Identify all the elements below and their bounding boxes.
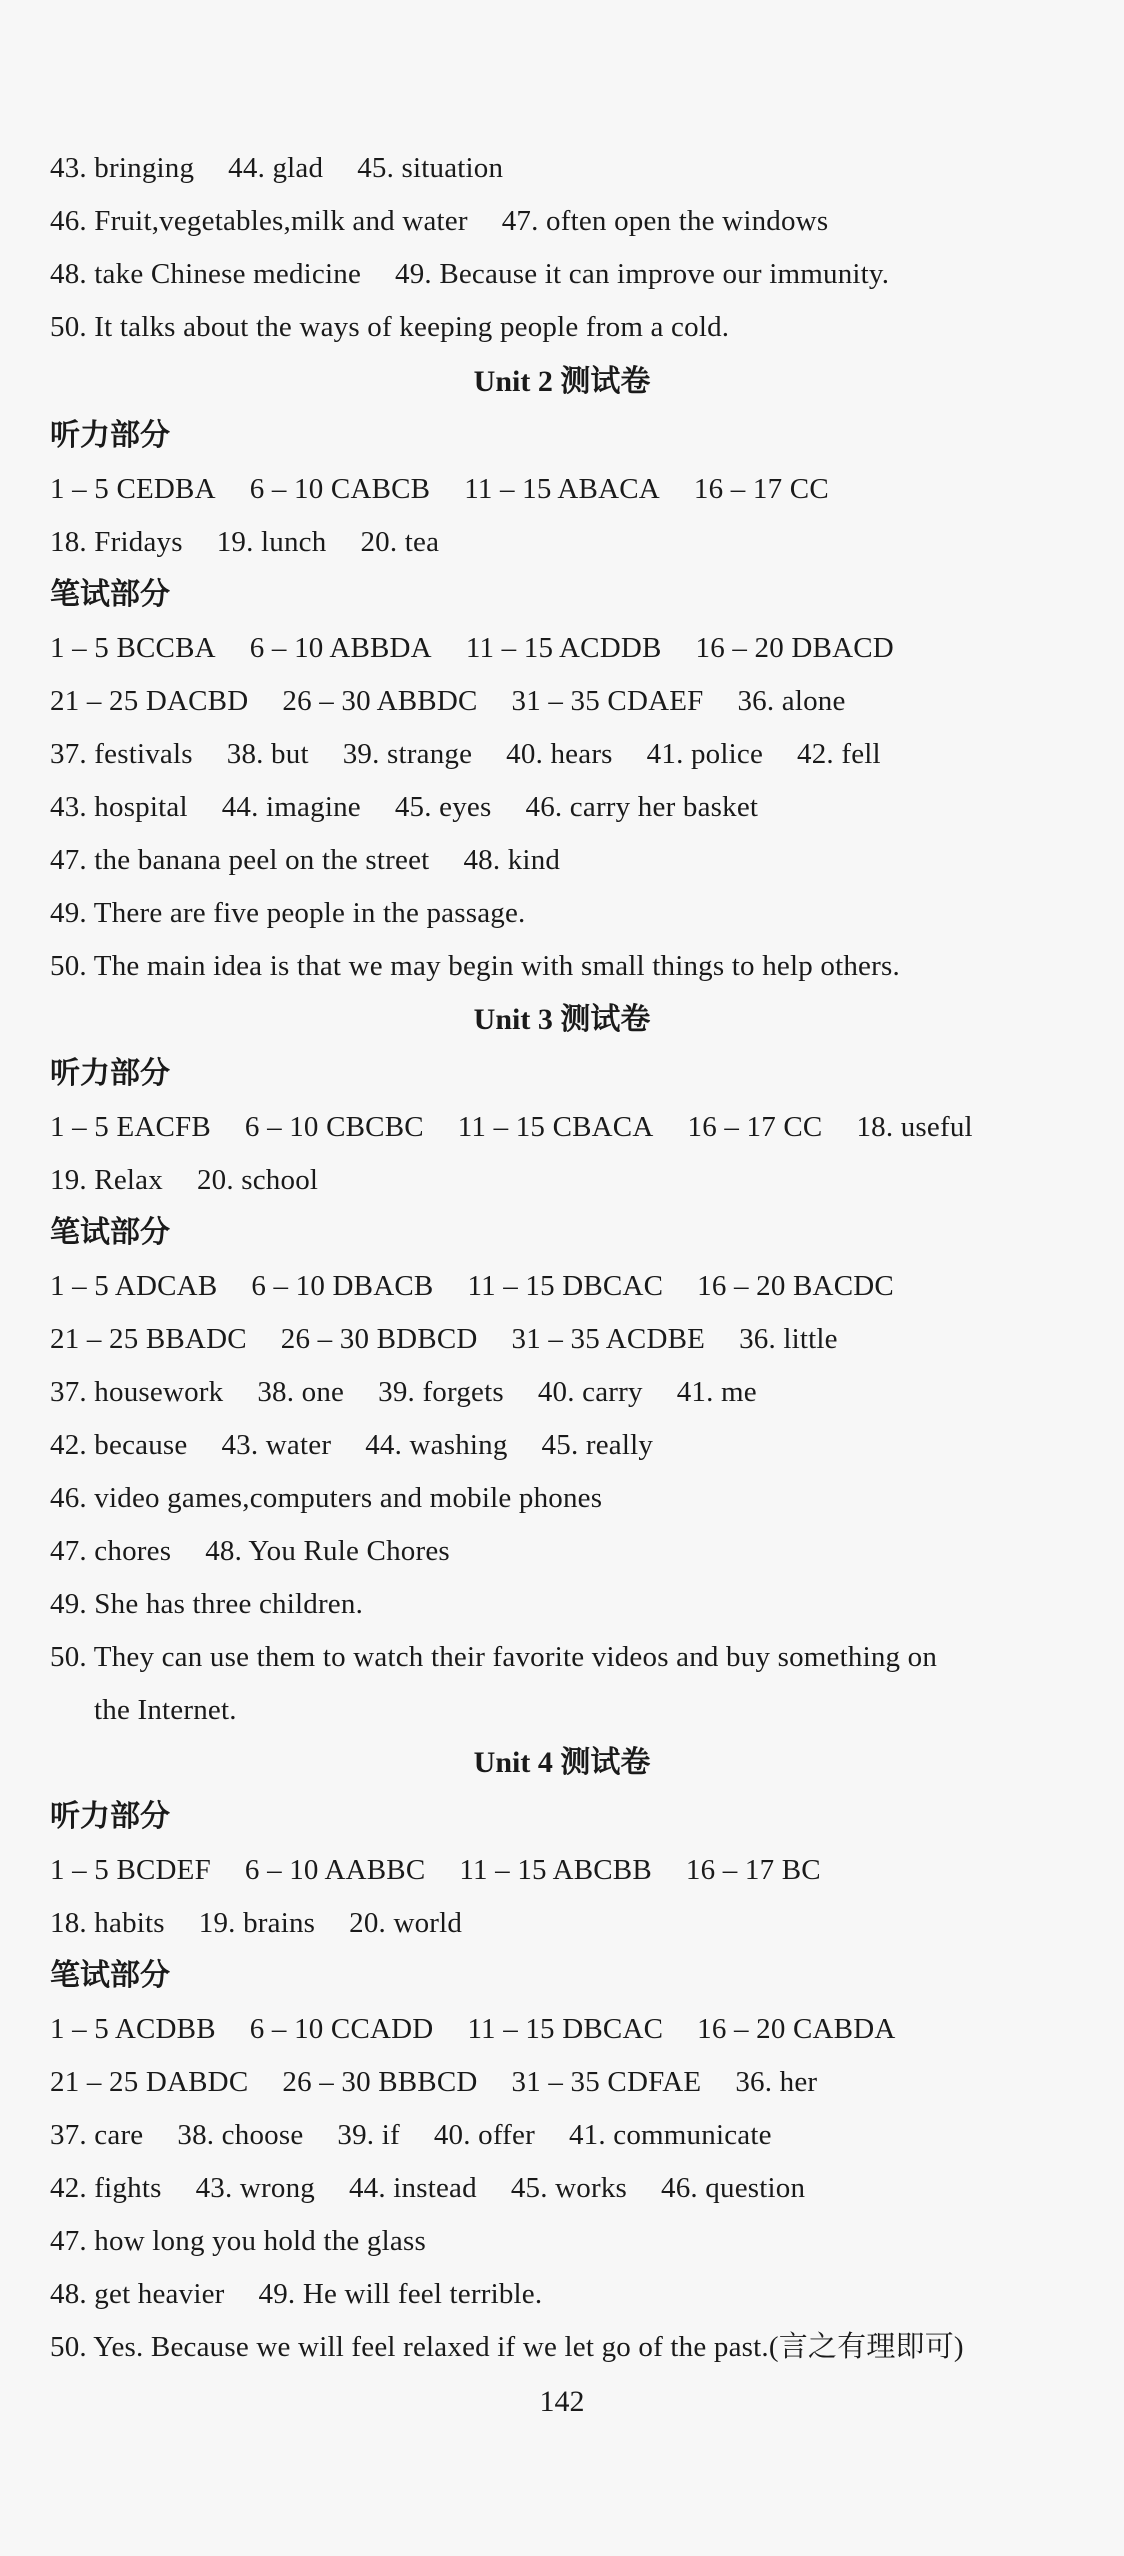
- answer-item: 11 – 15 ACDDB: [465, 632, 662, 664]
- answer-item: 16 – 20 DBACD: [695, 632, 894, 664]
- answer-item: 21 – 25 DACBD: [50, 685, 249, 717]
- page-number: 142: [539, 2385, 585, 2418]
- answer-item: 6 – 10 CBCBC: [244, 1111, 424, 1143]
- answer-item: 21 – 25 BBADC: [50, 1323, 247, 1355]
- answer-item: 40. offer: [433, 2119, 535, 2151]
- answer-item: 46. video games,computers and mobile phones: [50, 1482, 603, 1514]
- answer-item: 20. school: [196, 1164, 319, 1196]
- answer-line: [50, 469, 829, 509]
- unit-4-title: Unit 4 测试卷: [473, 1746, 651, 1779]
- answer-item: 45. eyes: [394, 791, 492, 823]
- answer-item: 50. It talks about the ways of keeping people from a cold.: [50, 311, 730, 343]
- answer-item: 46. Fruit,vegetables,milk and water: [50, 205, 468, 237]
- answer-line: [50, 893, 526, 933]
- answer-line: [50, 2221, 426, 2261]
- answer-line: [50, 2168, 805, 2208]
- answer-item: 39. if: [337, 2119, 400, 2151]
- answer-item: 48. You Rule Chores: [205, 1535, 450, 1567]
- answer-item: 18. Fridays: [50, 526, 183, 558]
- answer-item: 49. He will feel terrible.: [258, 2278, 543, 2310]
- unit-2-writing-label: 笔试部分: [50, 577, 170, 612]
- answer-item: 42. fell: [797, 738, 881, 770]
- answer-line: [50, 1425, 653, 1465]
- answer-item: 1 – 5 CEDBA: [50, 473, 216, 505]
- answer-line: [50, 1319, 838, 1359]
- answer-item: 43. bringing: [50, 152, 195, 184]
- answer-item: 50. Yes. Because we will feel relaxed if we let go of the past.(言之有理即可): [50, 2331, 964, 2363]
- answer-item: 48. take Chinese medicine: [50, 258, 362, 290]
- answer-line: [50, 840, 560, 880]
- answer-item: 6 – 10 ABBDA: [249, 632, 432, 664]
- answer-item: 37. housework: [50, 1376, 224, 1408]
- answer-line: [50, 2009, 896, 2049]
- answer-item: 48. kind: [463, 844, 561, 876]
- answer-line: [50, 1372, 757, 1412]
- answer-item: 39. forgets: [378, 1376, 504, 1408]
- answer-item: 39. strange: [342, 738, 473, 770]
- answer-item: 50. They can use them to watch their favorite videos and buy something on: [50, 1641, 938, 1673]
- answer-item: 36. alone: [737, 685, 846, 717]
- answer-item: 20. tea: [360, 526, 440, 558]
- unit-4-listening-label: 听力部分: [50, 1799, 170, 1834]
- answer-line: [50, 2115, 772, 2155]
- answer-item: 43. water: [221, 1429, 332, 1461]
- answer-item: 1 – 5 EACFB: [50, 1111, 211, 1143]
- answer-item: 6 – 10 AABBC: [244, 1854, 426, 1886]
- answer-line: [50, 2062, 817, 2102]
- answer-item: 38. but: [226, 738, 309, 770]
- answer-line: [50, 787, 758, 827]
- answer-line: [50, 946, 900, 986]
- answer-line: [50, 1850, 821, 1890]
- answer-item: 36. her: [735, 2066, 818, 2098]
- answer-item: 11 – 15 CBACA: [457, 1111, 654, 1143]
- answer-item: 48. get heavier: [50, 2278, 225, 2310]
- answer-item: 31 – 35 CDFAE: [511, 2066, 702, 2098]
- answer-item: 38. one: [257, 1376, 345, 1408]
- answer-item: 42. because: [50, 1429, 188, 1461]
- answer-item: 6 – 10 CCADD: [249, 2013, 434, 2045]
- answer-item: 45. situation: [357, 152, 504, 184]
- answer-item: 44. glad: [228, 152, 324, 184]
- answer-line: [50, 1266, 894, 1306]
- answer-line: [50, 1584, 363, 1624]
- answer-item: 18. useful: [856, 1111, 973, 1143]
- answer-line: [50, 2274, 542, 2314]
- unit-3-listening-label: 听力部分: [50, 1056, 170, 1091]
- answer-item: 19. lunch: [216, 526, 327, 558]
- answer-line: [50, 1637, 937, 1677]
- answer-item: 26 – 30 BBBCD: [282, 2066, 478, 2098]
- answer-line: [50, 1478, 602, 1518]
- answer-item: 26 – 30 ABBDC: [282, 685, 478, 717]
- answer-item: 47. the banana peel on the street: [50, 844, 430, 876]
- answer-item: 37. care: [50, 2119, 144, 2151]
- answer-item: 40. hears: [506, 738, 613, 770]
- answer-item: 41. police: [646, 738, 764, 770]
- answer-item: 49. She has three children.: [50, 1588, 364, 1620]
- answer-item: 46. question: [661, 2172, 806, 2204]
- answer-item: 21 – 25 DABDC: [50, 2066, 249, 2098]
- unit-3-writing-label: 笔试部分: [50, 1215, 170, 1250]
- answer-item: 47. chores: [50, 1535, 172, 1567]
- answer-item: 31 – 35 ACDBE: [511, 1323, 706, 1355]
- answer-line: [50, 148, 503, 188]
- answer-item: 46. carry her basket: [525, 791, 759, 823]
- answer-line: [50, 681, 846, 721]
- answer-item: 6 – 10 CABCB: [249, 473, 431, 505]
- answer-item: 45. works: [510, 2172, 627, 2204]
- answer-item: 44. washing: [365, 1429, 508, 1461]
- answer-line: [50, 307, 729, 347]
- unit-2-title: Unit 2 测试卷: [473, 365, 651, 398]
- answer-item: 42. fights: [50, 2172, 162, 2204]
- unit-2-listening-label: 听力部分: [50, 418, 170, 453]
- answer-item: 44. instead: [348, 2172, 477, 2204]
- answer-item: 49. There are five people in the passage.: [50, 897, 526, 929]
- answer-item: 16 – 20 CABDA: [697, 2013, 896, 2045]
- answer-line: [50, 1903, 462, 1943]
- answer-item: 11 – 15 DBCAC: [467, 1270, 664, 1302]
- answer-item: 45. really: [541, 1429, 654, 1461]
- answer-item: 16 – 17 CC: [687, 1111, 823, 1143]
- answer-line: [50, 1531, 450, 1571]
- answer-item: 1 – 5 ADCAB: [50, 1270, 218, 1302]
- answer-item: 41. communicate: [568, 2119, 772, 2151]
- answer-item: 37. festivals: [50, 738, 193, 770]
- answer-item: 1 – 5 BCDEF: [50, 1854, 211, 1886]
- answer-line: [50, 628, 894, 668]
- answer-item: 49. Because it can improve our immunity.: [395, 258, 890, 290]
- answer-item: 11 – 15 ABCBB: [459, 1854, 652, 1886]
- answer-item: 20. world: [349, 1907, 463, 1939]
- answer-item: 47. how long you hold the glass: [50, 2225, 426, 2257]
- answer-item: 43. wrong: [195, 2172, 315, 2204]
- unit-3-title: Unit 3 测试卷: [473, 1003, 651, 1036]
- answer-item: 50. The main idea is that we may begin with small things to help others.: [50, 950, 900, 982]
- answer-item: 19. brains: [198, 1907, 316, 1939]
- unit-4-writing-label: 笔试部分: [50, 1958, 170, 1993]
- answer-item: 47. often open the windows: [501, 205, 829, 237]
- answer-item: 26 – 30 BDBCD: [280, 1323, 478, 1355]
- answer-line: [50, 201, 828, 241]
- answer-line: [50, 2327, 964, 2367]
- answer-item: 1 – 5 BCCBA: [50, 632, 216, 664]
- answer-item: 6 – 10 DBACB: [251, 1270, 434, 1302]
- answer-item: 41. me: [676, 1376, 757, 1408]
- answer-item: 43. hospital: [50, 791, 188, 823]
- answer-item: 38. choose: [177, 2119, 304, 2151]
- answer-line: [50, 522, 439, 562]
- answer-item: 44. imagine: [221, 791, 361, 823]
- answer-item: 36. little: [739, 1323, 838, 1355]
- answer-item: 18. habits: [50, 1907, 165, 1939]
- answer-item: 16 – 17 BC: [685, 1854, 821, 1886]
- answer-line: [50, 1107, 973, 1147]
- answer-item: 19. Relax: [50, 1164, 163, 1196]
- answer-line: [50, 734, 881, 774]
- answer-item: 40. carry: [537, 1376, 643, 1408]
- answer-item: 1 – 5 ACDBB: [50, 2013, 216, 2045]
- answer-item: 16 – 17 CC: [693, 473, 829, 505]
- answer-line-continuation: the Internet.: [94, 1694, 237, 1726]
- answer-item: 31 – 35 CDAEF: [511, 685, 704, 717]
- answer-line: [50, 254, 889, 294]
- answer-item: 11 – 15 DBCAC: [467, 2013, 664, 2045]
- answer-item: 11 – 15 ABACA: [464, 473, 660, 505]
- answer-line: [50, 1160, 318, 1200]
- answer-item: 16 – 20 BACDC: [697, 1270, 894, 1302]
